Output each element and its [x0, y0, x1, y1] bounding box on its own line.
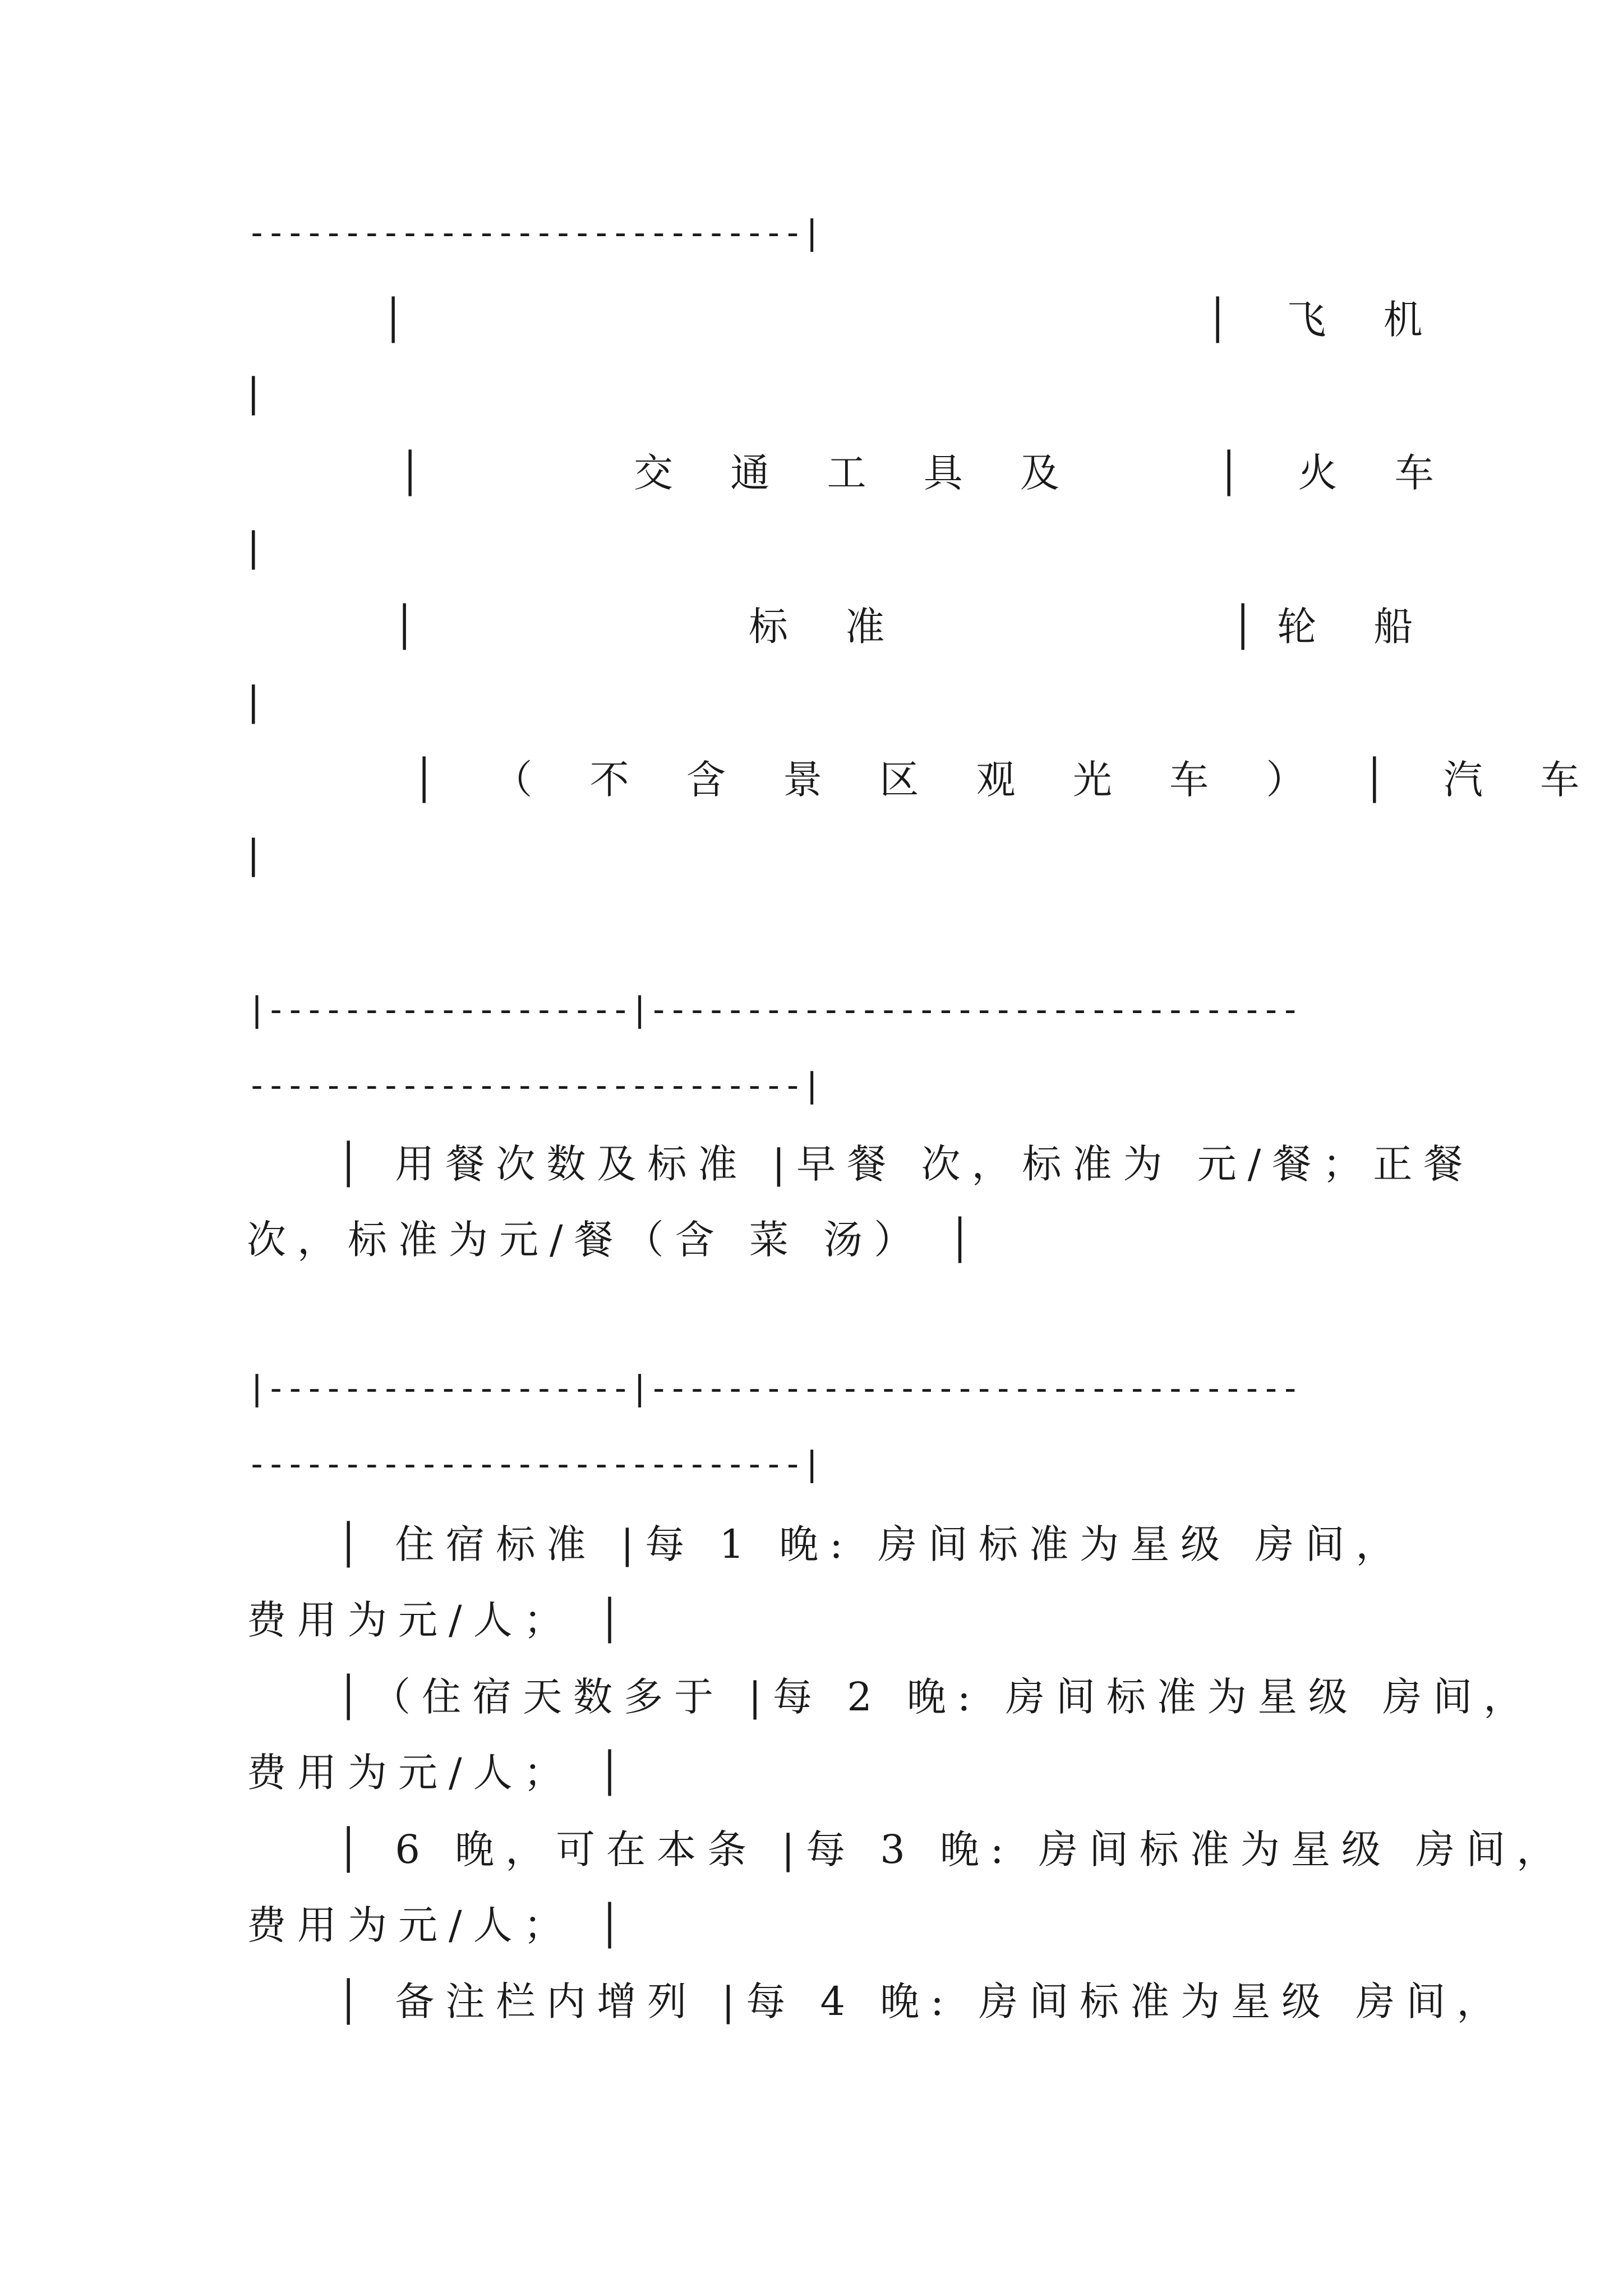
- table-border-line: -----------------------------|: [247, 213, 821, 252]
- table-divider-line: |-------------------|----------------------------------: [247, 1369, 1299, 1408]
- table-divider-line: -----------------------------|: [247, 1444, 821, 1484]
- table-border: |: [247, 678, 260, 724]
- transport-label-line1: 交 通 工 具 及: [634, 450, 1082, 496]
- table-border: │: [398, 450, 422, 496]
- table-border: |: [247, 831, 260, 877]
- meals-row-line1: │ 用餐次数及标准 |早餐 次，标准为 元/餐；正餐: [336, 1141, 1474, 1187]
- table-divider-line: |-------------------|----------------------------------: [247, 990, 1299, 1029]
- transport-ship: │轮 船: [1231, 604, 1436, 650]
- transport-label-line2: 标 准: [749, 604, 907, 650]
- lodging-row-3: │ 6 晚，可在本条 |每 3 晚: 房间标准为星级 房间，: [336, 1826, 1567, 1872]
- transport-airplane: │ 飞 机: [1206, 297, 1445, 343]
- transport-train: │ 火 车: [1217, 450, 1456, 496]
- table-border: |: [247, 370, 260, 416]
- table-border: │: [381, 297, 405, 343]
- table-divider-line: -----------------------------|: [247, 1066, 821, 1105]
- lodging-row-4: │ 备注栏内增列 |每 4 晚: 房间标准为星级 房间，: [336, 1978, 1507, 2024]
- table-border: │: [393, 604, 417, 650]
- meals-row-line2: 次，标准为元/餐（含 菜 汤） │: [247, 1217, 983, 1263]
- lodging-row-2: │（住宿天数多于 |每 2 晚: 房间标准为星级 房间，: [336, 1674, 1534, 1720]
- table-border: |: [247, 524, 260, 570]
- lodging-row-1: │ 住宿标准 |每 1 晚: 房间标准为星级 房间，: [336, 1521, 1407, 1567]
- lodging-row-1-cont: 费用为元/人； │: [247, 1597, 633, 1643]
- lodging-row-3-cont: 费用为元/人； │: [247, 1902, 633, 1948]
- transport-label-line3: │ （ 不 含 景 区 观 光 车 ） │ 汽 车: [412, 757, 1602, 803]
- lodging-row-2-cont: 费用为元/人； │: [247, 1750, 633, 1796]
